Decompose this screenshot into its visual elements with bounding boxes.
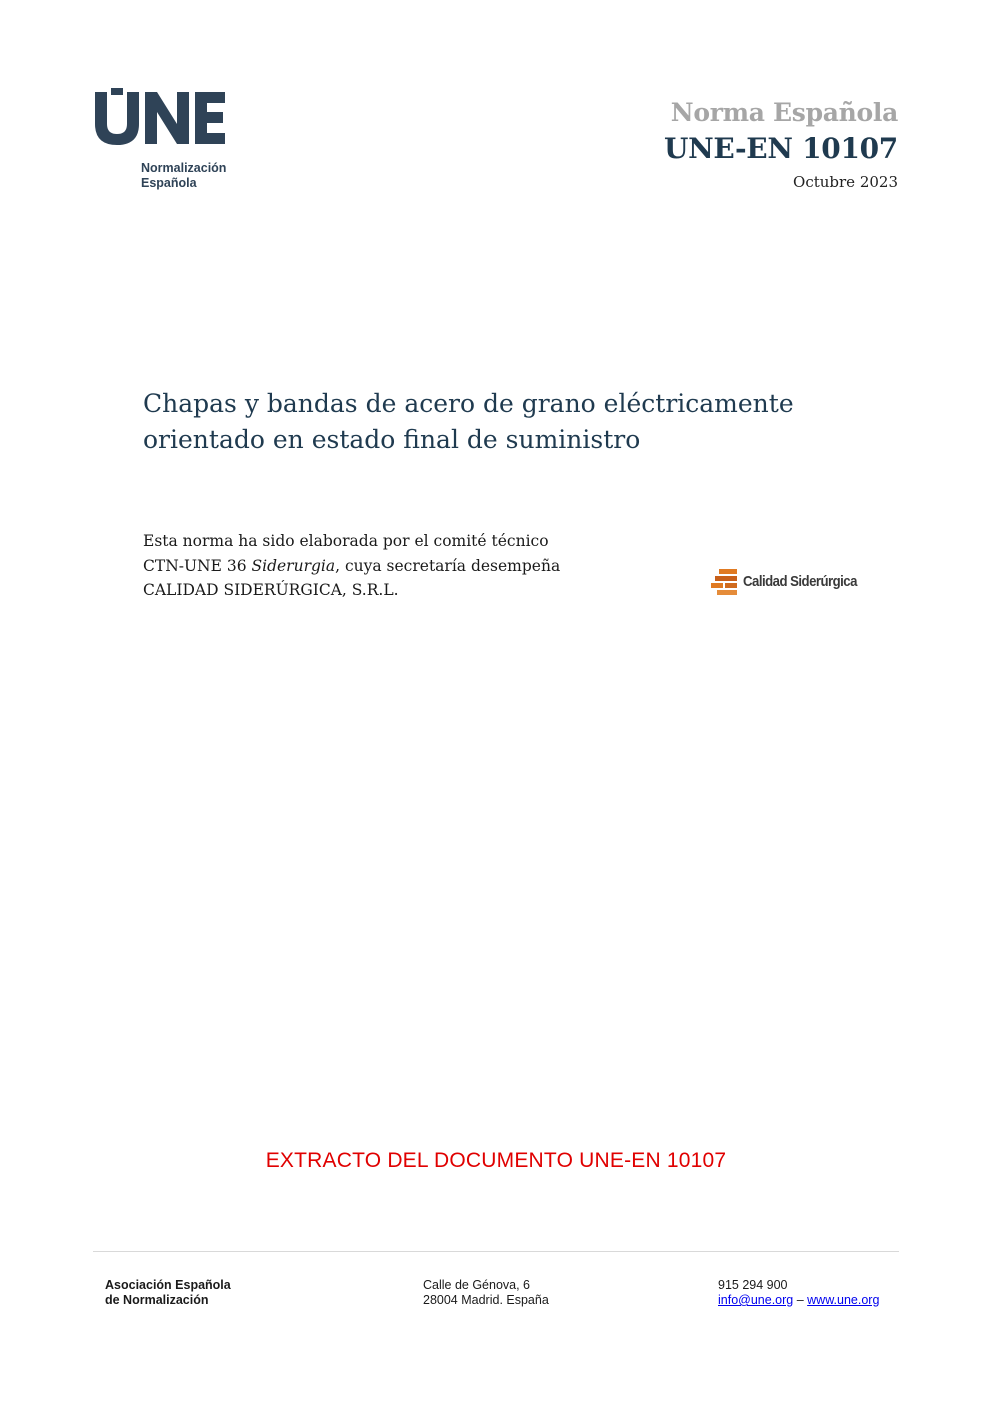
secretariat-logo <box>711 569 881 597</box>
logo-subtitle <box>141 161 226 191</box>
committee-line2 <box>143 554 663 579</box>
committee-line2-suffix: , cuya secretaría desempeña <box>335 556 561 575</box>
committee-line1: Esta norma ha sido elaborada por el comité técnico <box>143 532 549 550</box>
document-title <box>143 386 863 458</box>
document-code: UNE-EN 10107 <box>664 132 898 165</box>
links-separator: – <box>793 1293 808 1307</box>
secretariat-logo-text: Calidad Siderúrgica <box>743 573 857 590</box>
footer-organization <box>105 1278 231 1308</box>
logo-subtitle-line2: Española <box>141 176 197 190</box>
une-logo <box>93 88 253 198</box>
logo-subtitle-line1: Normalización <box>141 161 227 175</box>
footer-links <box>718 1293 879 1308</box>
document-date: Octubre 2023 <box>793 173 898 191</box>
document-header <box>664 96 898 196</box>
extract-notice: EXTRACTO DEL DOCUMENTO UNE-EN 10107 <box>265 1149 727 1172</box>
footer-contact <box>718 1278 879 1308</box>
committee-name: Siderurgia <box>251 556 336 575</box>
website-link[interactable]: www.une.org <box>807 1293 880 1307</box>
email-link[interactable]: info@une.org <box>718 1293 794 1307</box>
committee-statement <box>143 529 663 603</box>
footer-phone: 915 294 900 <box>718 1278 788 1292</box>
org-line2: de Normalización <box>105 1293 209 1307</box>
document-kind: Norma Española <box>670 98 898 127</box>
title-line1: Chapas y bandas de acero de grano eléctricamente <box>143 389 794 418</box>
une-logo-icon <box>93 88 229 146</box>
footer-divider <box>93 1251 899 1252</box>
title-line2: orientado en estado final de suministro <box>143 425 641 454</box>
committee-line3: CALIDAD SIDERÚRGICA, S.R.L. <box>143 581 399 599</box>
calidad-siderurgica-logo-icon <box>711 569 741 595</box>
footer-address <box>423 1278 549 1308</box>
address-line1: Calle de Génova, 6 <box>423 1278 531 1292</box>
org-line1: Asociación Española <box>105 1278 231 1292</box>
address-line2: 28004 Madrid. España <box>423 1293 549 1307</box>
committee-line2-prefix: CTN-UNE 36 <box>143 556 252 575</box>
